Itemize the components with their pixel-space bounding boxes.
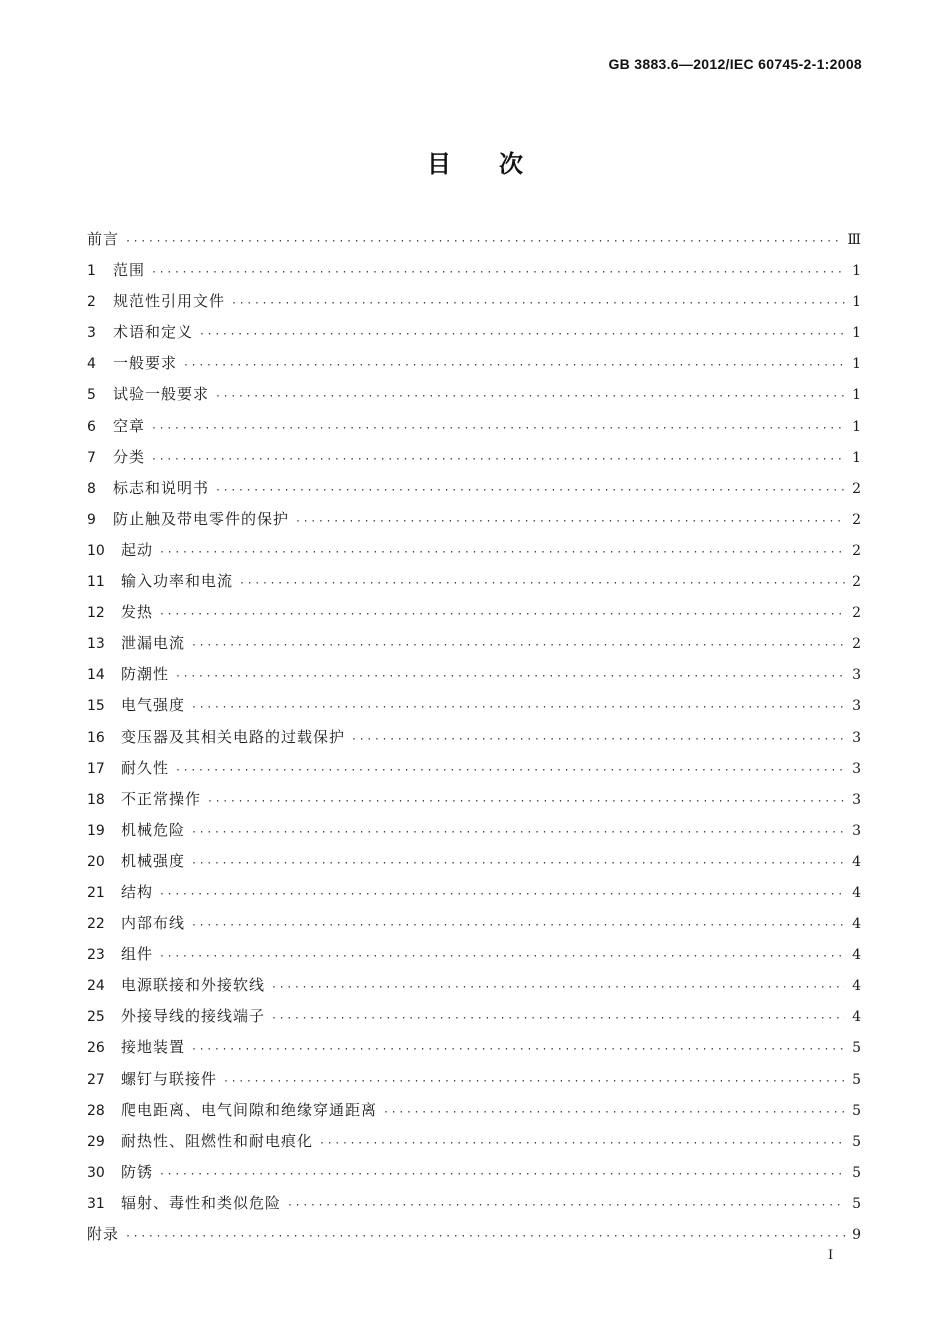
toc-entry-page: 4 [852, 853, 861, 870]
toc-entry-label: 术语和定义 [113, 323, 194, 342]
toc-entry[interactable] [87, 473, 861, 504]
toc-entry-page: 2 [852, 542, 861, 559]
toc-entry-page: 2 [852, 480, 861, 497]
toc-entry-number: 23 [87, 947, 105, 964]
dot-leader [151, 413, 845, 444]
page-title-char-1: 目 [427, 150, 451, 178]
toc-entry-number: 14 [87, 667, 105, 684]
toc-entry-label: 一般要求 [113, 354, 178, 373]
toc-entry-number: 16 [87, 729, 105, 746]
toc-entry[interactable] [87, 753, 861, 784]
toc-entry-page: 2 [852, 511, 861, 528]
toc-entry[interactable] [87, 317, 861, 348]
toc-entry[interactable] [87, 224, 861, 255]
toc-entry-number: 28 [87, 1102, 105, 1119]
toc-entry-label: 空章 [113, 416, 146, 435]
toc-entry-page: Ⅲ [847, 232, 861, 248]
toc-entry-label: 防锈 [121, 1162, 154, 1181]
dot-leader [159, 537, 845, 568]
page-title-char-2: 次 [499, 150, 523, 178]
toc-entry-page: 1 [852, 263, 861, 280]
toc-entry[interactable] [87, 597, 861, 628]
toc-entry-page: 5 [852, 1071, 861, 1088]
toc-entry-number: 27 [87, 1071, 105, 1088]
dot-leader [351, 724, 845, 755]
toc-entry-label: 电源联接和外接软线 [121, 976, 266, 995]
toc-entry[interactable] [87, 877, 861, 908]
toc-entry-label: 范围 [113, 261, 146, 280]
toc-entry[interactable] [87, 815, 861, 846]
dot-leader [383, 1097, 845, 1128]
toc-entry[interactable] [87, 442, 861, 473]
toc-entry-page: 5 [852, 1040, 861, 1057]
toc-entry-label: 机械强度 [121, 851, 186, 870]
toc-entry[interactable] [87, 1095, 861, 1126]
page-title [0, 144, 950, 179]
toc-entry-number: 18 [87, 791, 105, 808]
dot-leader [159, 599, 845, 630]
toc-entry-page: 2 [852, 574, 861, 591]
toc-entry-page: 3 [852, 822, 861, 839]
toc-entry-label: 接地装置 [121, 1038, 186, 1057]
toc-entry-label: 发热 [121, 603, 154, 622]
toc-entry-page: 4 [852, 916, 861, 933]
toc-entry-label: 试验一般要求 [113, 385, 210, 404]
footer-page-number: I [828, 1248, 834, 1263]
toc-entry-number: 10 [87, 542, 105, 559]
dot-leader [125, 1221, 845, 1252]
toc-entry[interactable] [87, 566, 861, 597]
toc-entry-page: 3 [852, 667, 861, 684]
toc-entry-number: 1 [87, 263, 96, 280]
toc-entry[interactable] [87, 504, 861, 535]
toc-entry[interactable] [87, 1001, 861, 1032]
dot-leader [295, 506, 845, 537]
toc-entry-page: 4 [852, 1009, 861, 1026]
toc-entry-number: 30 [87, 1164, 105, 1181]
toc-entry-number: 11 [87, 574, 105, 591]
toc-entry-number: 5 [87, 387, 96, 404]
toc-entry-label: 外接导线的接线端子 [121, 1007, 266, 1026]
toc-entry-page: 3 [852, 729, 861, 746]
toc-entry-number: 20 [87, 853, 105, 870]
toc-entry[interactable] [87, 846, 861, 877]
toc-entry-number: 26 [87, 1040, 105, 1057]
toc-entry-page: 2 [852, 605, 861, 622]
toc-entry[interactable] [87, 722, 861, 753]
table-of-contents [87, 224, 861, 1250]
dot-leader [125, 226, 841, 257]
toc-entry[interactable] [87, 970, 861, 1001]
dot-leader [287, 1190, 845, 1221]
toc-entry[interactable] [87, 379, 861, 410]
dot-leader [207, 786, 845, 817]
dot-leader [151, 444, 845, 475]
toc-entry-number: 13 [87, 636, 105, 653]
toc-entry-label: 前言 [87, 230, 120, 248]
dot-leader [191, 910, 845, 941]
toc-entry-label: 防潮性 [121, 665, 170, 684]
dot-leader [175, 661, 845, 692]
dot-leader [151, 257, 845, 288]
toc-entry-number: 6 [87, 418, 96, 435]
toc-entry[interactable] [87, 1064, 861, 1095]
toc-entry-page: 5 [852, 1164, 861, 1181]
toc-entry[interactable] [87, 255, 861, 286]
dot-leader [271, 972, 845, 1003]
dot-leader [215, 475, 845, 506]
toc-entry[interactable] [87, 411, 861, 442]
dot-leader [199, 319, 845, 350]
toc-entry-page: 9 [852, 1227, 861, 1243]
dot-leader [159, 1159, 845, 1190]
toc-entry[interactable] [87, 690, 861, 721]
toc-entry[interactable] [87, 1032, 861, 1063]
dot-leader [159, 879, 845, 910]
toc-entry-number: 17 [87, 760, 105, 777]
toc-entry[interactable] [87, 1219, 861, 1250]
toc-entry-page: 5 [852, 1195, 861, 1212]
toc-entry-label: 结构 [121, 882, 154, 901]
toc-entry-label: 辐射、毒性和类似危险 [121, 1193, 282, 1212]
toc-entry[interactable] [87, 784, 861, 815]
dot-leader [191, 692, 845, 723]
toc-entry-number: 3 [87, 325, 96, 342]
dot-leader [239, 568, 845, 599]
toc-entry-label: 变压器及其相关电路的过载保护 [121, 727, 346, 746]
dot-leader [191, 630, 845, 661]
dot-leader [223, 1066, 845, 1097]
toc-entry-page: 1 [852, 387, 861, 404]
toc-entry-page: 1 [852, 325, 861, 342]
toc-entry-label: 组件 [121, 945, 154, 964]
toc-entry-page: 3 [852, 698, 861, 715]
toc-entry-page: 1 [852, 294, 861, 311]
toc-entry-label: 泄漏电流 [121, 634, 186, 653]
toc-entry-page: 1 [852, 418, 861, 435]
toc-entry-label: 附录 [87, 1225, 120, 1243]
toc-entry-page: 1 [852, 449, 861, 466]
dot-leader [175, 755, 845, 786]
toc-entry-label: 内部布线 [121, 914, 186, 933]
dot-leader [191, 817, 845, 848]
toc-entry[interactable] [87, 348, 861, 379]
dot-leader [271, 1003, 845, 1034]
toc-entry-number: 8 [87, 480, 96, 497]
toc-entry-page: 4 [852, 884, 861, 901]
toc-entry-label: 耐久性 [121, 758, 170, 777]
toc-entry[interactable] [87, 286, 861, 317]
toc-entry-label: 起动 [121, 540, 154, 559]
toc-entry[interactable] [87, 659, 861, 690]
toc-entry-number: 15 [87, 698, 105, 715]
toc-entry-label: 耐热性、阻燃性和耐电痕化 [121, 1131, 314, 1150]
toc-entry-page: 5 [852, 1133, 861, 1150]
dot-leader [183, 350, 845, 381]
toc-entry-number: 22 [87, 916, 105, 933]
toc-entry-label: 螺钉与联接件 [121, 1069, 218, 1088]
toc-entry-number: 29 [87, 1133, 105, 1150]
toc-entry-page: 4 [852, 978, 861, 995]
standard-code-header: GB 3883.6—2012/IEC 60745-2-1:2008 [608, 56, 862, 72]
toc-entry-page: 3 [852, 760, 861, 777]
toc-entry-label: 分类 [113, 447, 146, 466]
toc-entry-number: 7 [87, 449, 96, 466]
toc-entry-label: 爬电距离、电气间隙和绝缘穿通距离 [121, 1100, 378, 1119]
toc-entry-number: 19 [87, 822, 105, 839]
toc-entry-number: 9 [87, 511, 96, 528]
toc-entry-label: 电气强度 [121, 696, 186, 715]
toc-entry-number: 24 [87, 978, 105, 995]
dot-leader [231, 288, 845, 319]
dot-leader [191, 848, 845, 879]
toc-entry-label: 规范性引用文件 [113, 292, 226, 311]
dot-leader [215, 381, 845, 412]
toc-entry-label: 输入功率和电流 [121, 572, 234, 591]
toc-entry[interactable] [87, 1188, 861, 1219]
toc-entry-label: 防止触及带电零件的保护 [113, 509, 290, 528]
toc-entry-number: 25 [87, 1009, 105, 1026]
toc-entry-number: 31 [87, 1195, 105, 1212]
toc-entry-page: 1 [852, 356, 861, 373]
toc-entry[interactable] [87, 1126, 861, 1157]
dot-leader [191, 1034, 845, 1065]
toc-entry-page: 4 [852, 947, 861, 964]
toc-entry[interactable] [87, 628, 861, 659]
toc-entry[interactable] [87, 535, 861, 566]
toc-entry-page: 3 [852, 791, 861, 808]
toc-entry-label: 标志和说明书 [113, 478, 210, 497]
toc-entry-number: 12 [87, 605, 105, 622]
toc-entry-page: 2 [852, 636, 861, 653]
dot-leader [159, 941, 845, 972]
toc-entry-label: 机械危险 [121, 820, 186, 839]
toc-entry-number: 4 [87, 356, 96, 373]
toc-entry[interactable] [87, 908, 861, 939]
dot-leader [319, 1128, 845, 1159]
toc-entry-number: 2 [87, 294, 96, 311]
toc-entry-number: 21 [87, 884, 105, 901]
toc-entry-label: 不正常操作 [121, 789, 202, 808]
toc-entry[interactable] [87, 1157, 861, 1188]
toc-entry-page: 5 [852, 1102, 861, 1119]
toc-entry[interactable] [87, 939, 861, 970]
